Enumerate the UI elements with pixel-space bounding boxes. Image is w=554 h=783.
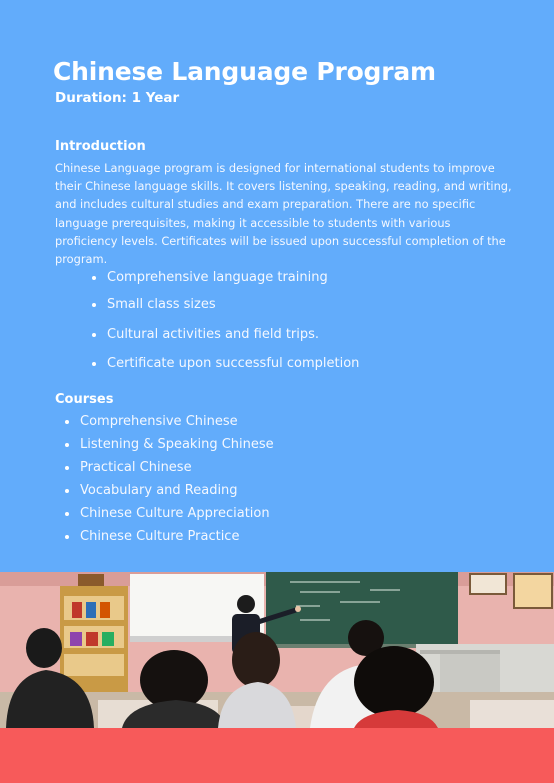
page-title: Chinese Language Program [53,57,436,86]
course-item: Listening & Speaking Chinese [65,437,274,452]
feature-item: Certificate upon successful completion [92,356,359,371]
bullet-icon [65,466,69,470]
course-item: Comprehensive Chinese [65,414,238,429]
courses-heading: Courses [55,392,114,407]
classroom-photo [0,572,554,728]
feature-item: Small class sizes [92,297,216,312]
footer-band [0,728,554,783]
introduction-text: Chinese Language program is designed for international students to improve their Chinese language skills. It covers listening, speaking, reading, and writing, and includes cultural studies and exam preparation. There are no specific language prerequisites, making it accessible to students with various proficiency levels. Certificates will be issued upon successful completion of the program. [55,161,512,267]
introduction-heading: Introduction [55,139,146,154]
bullet-icon [92,362,96,366]
bullet-icon [65,489,69,493]
bullet-icon [92,333,96,337]
course-item: Chinese Culture Appreciation [65,506,270,521]
bullet-icon [65,443,69,447]
feature-item: Comprehensive language training [92,270,328,285]
course-item: Vocabulary and Reading [65,483,238,498]
bullet-icon [92,276,96,280]
bullet-icon [92,303,96,307]
duration-label: Duration: 1 Year [55,90,180,106]
course-item: Chinese Culture Practice [65,529,239,544]
classroom-illustration [0,572,554,728]
feature-item: Cultural activities and field trips. [92,327,319,342]
bullet-icon [65,512,69,516]
bullet-icon [65,420,69,424]
bullet-icon [65,535,69,539]
course-item: Practical Chinese [65,460,192,475]
